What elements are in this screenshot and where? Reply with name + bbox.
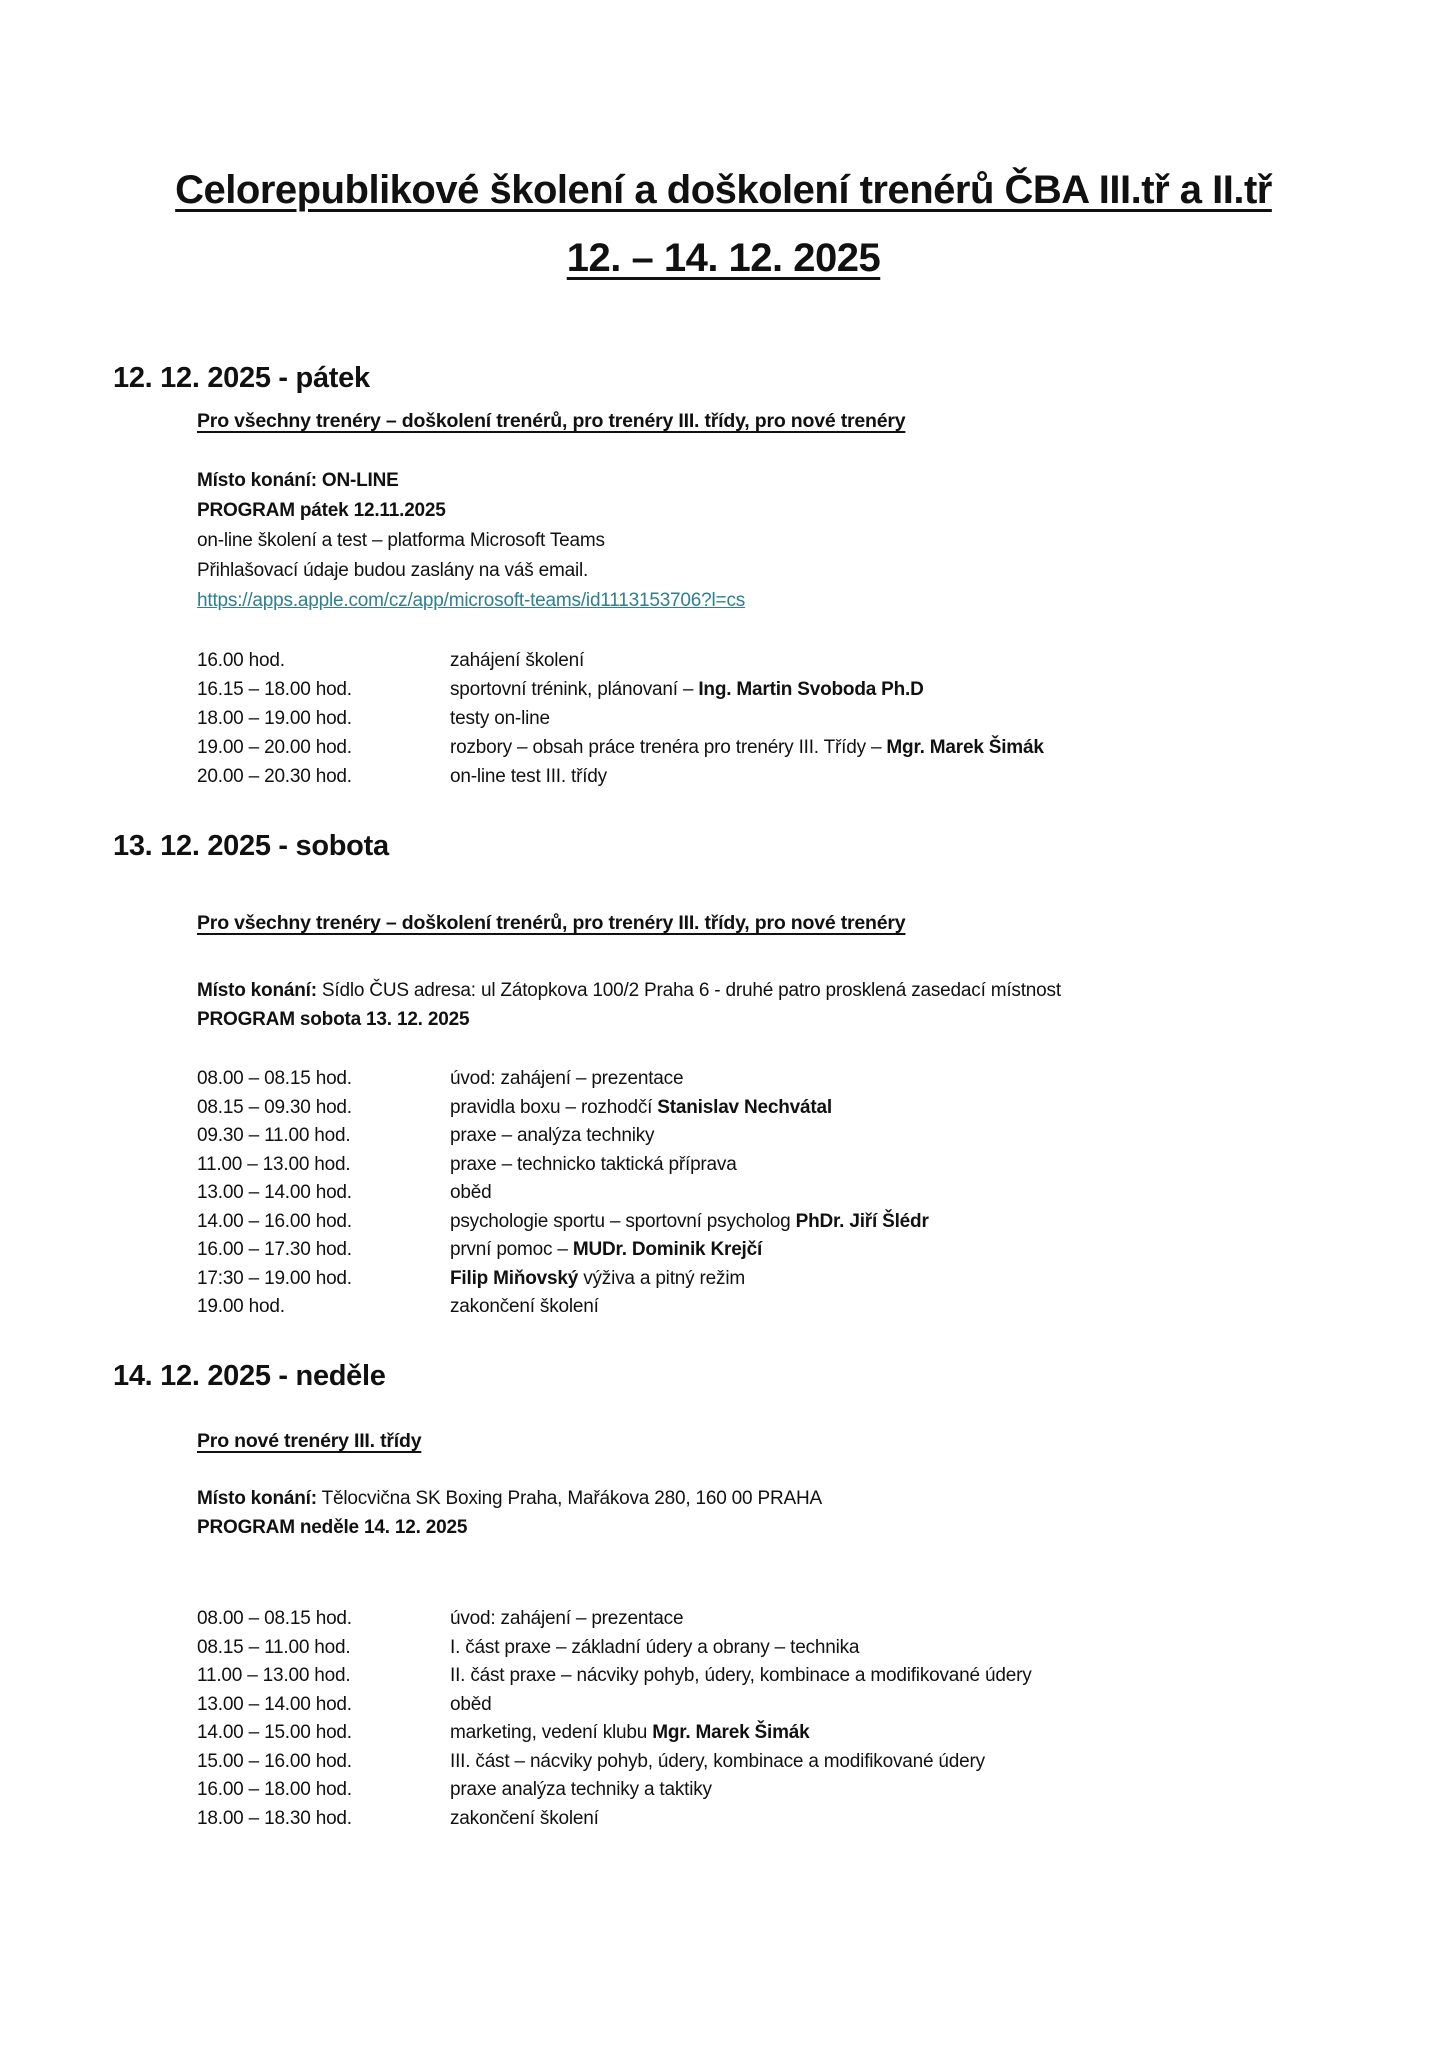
activity-text: sportovní trénink, plánovaní – [450,679,699,700]
schedule-time: 11.00 – 13.00 hod. [197,1665,351,1686]
schedule-activity [450,1665,1032,1687]
activity-text: II. část praxe – nácviky pohyb, údery, kombinace a modifikované údery [450,1665,1032,1686]
schedule-time: 16.00 – 18.00 hod. [197,1779,352,1800]
schedule-activity [450,1608,683,1630]
activity-text: marketing, vedení klubu [450,1722,653,1743]
activity-text: zakončení školení [450,1296,599,1317]
schedule-time: 15.00 – 16.00 hod. [197,1751,352,1772]
venue-label: Místo konání: [197,980,317,1001]
schedule-time: 08.00 – 08.15 hod. [197,1068,352,1089]
schedule-time: 17:30 – 19.00 hod. [197,1268,352,1289]
activity-text: praxe – analýza techniky [450,1125,655,1146]
lecturer-name: Mgr. Marek Šimák [886,737,1044,758]
day-heading-friday: 12. 12. 2025 - pátek [113,362,370,394]
schedule-activity [450,1182,491,1204]
schedule-activity [450,679,924,701]
note-login: Přihlašovací údaje budou zaslány na váš email. [197,560,589,581]
schedule-activity [450,1779,712,1801]
note-platform: on-line školení a test – platforma Microsoft Teams [197,530,605,551]
schedule-time: 13.00 – 14.00 hod. [197,1694,352,1715]
schedule-activity [450,650,584,672]
venue-friday [197,470,399,492]
venue-value: ON-LINE [321,470,399,491]
lecturer-name: MUDr. Dominik Krejčí [572,1239,763,1260]
activity-text: praxe – technicko taktická příprava [450,1154,737,1175]
schedule-time: 08.00 – 08.15 hod. [197,1608,352,1629]
lecturer-name: Ing. Martin Svoboda Ph.D [698,679,924,700]
activity-text: rozbory – obsah práce trenéra pro trenéry III. Třídy – [450,737,887,758]
schedule-activity [450,1268,745,1290]
audience-sunday: Pro nové trenéry III. třídy [197,1430,422,1452]
activity-text: testy on-line [450,708,550,729]
venue-value: Tělocvična SK Boxing Praha, Mařákova 280, 160 00 PRAHA [316,1488,822,1509]
schedule-activity [450,1239,762,1261]
activity-text: praxe analýza techniky a taktiky [450,1779,712,1800]
schedule-time: 08.15 – 09.30 hod. [197,1097,352,1118]
program-friday: PROGRAM pátek 12.11.2025 [197,500,446,521]
schedule-time: 14.00 – 15.00 hod. [197,1722,352,1743]
day-heading-saturday: 13. 12. 2025 - sobota [113,830,389,862]
schedule-activity [450,737,1044,759]
venue-sunday [197,1488,822,1510]
schedule-time: 20.00 – 20.30 hod. [197,766,352,787]
schedule-activity [450,1808,599,1830]
activity-text: pravidla boxu – rozhodčí [450,1097,658,1118]
program-saturday: PROGRAM sobota 13. 12. 2025 [197,1009,470,1030]
audience-saturday: Pro všechny trenéry – doškolení trenérů, pro trenéry III. třídy, pro nové trenéry [197,912,906,934]
schedule-activity [450,708,550,730]
lecturer-name: Stanislav Nechvátal [657,1097,832,1118]
schedule-time: 19.00 hod. [197,1296,285,1317]
schedule-activity [450,1751,985,1773]
activity-text: první pomoc – [450,1239,573,1260]
schedule-time: 18.00 – 18.30 hod. [197,1808,352,1829]
document-title-line2: 12. – 14. 12. 2025 [566,236,881,280]
audience-friday: Pro všechny trenéry – doškolení trenérů, pro trenéry III. třídy, pro nové trenéry [197,410,906,432]
schedule-time: 18.00 – 19.00 hod. [197,708,352,729]
day-heading-sunday: 14. 12. 2025 - neděle [113,1360,386,1392]
schedule-activity [450,1068,683,1090]
lecturer-name: PhDr. Jiří Šlédr [795,1211,929,1232]
activity-text: zakončení školení [450,1808,599,1829]
schedule-time: 13.00 – 14.00 hod. [197,1182,352,1203]
activity-text: zahájení školení [450,650,585,671]
schedule-activity [450,1694,491,1716]
venue-label: Místo konání: [197,470,322,491]
document-title [0,168,1447,213]
lecturer-name: Mgr. Marek Šimák [652,1722,810,1743]
activity-text: psychologie sportu – sportovní psycholog [450,1211,796,1232]
schedule-activity [450,1637,859,1659]
activity-text: on-line test III. třídy [450,766,607,787]
teams-app-link[interactable]: https://apps.apple.com/cz/app/microsoft-teams/id1113153706?l=cs [197,590,746,611]
schedule-activity [450,766,607,788]
venue-label: Místo konání: [197,1488,317,1509]
schedule-time: 16.00 hod. [197,650,285,671]
activity-text: I. část praxe – základní údery a obrany – technika [450,1637,860,1658]
schedule-activity [450,1125,654,1147]
lecturer-name: Filip Miňovský [450,1268,579,1289]
activity-text: výživa a pitný režim [578,1268,745,1289]
activity-text: oběd [450,1694,492,1715]
document-date-range [0,236,1447,281]
schedule-time: 11.00 – 13.00 hod. [197,1154,351,1175]
schedule-time: 08.15 – 11.00 hod. [197,1637,351,1658]
schedule-time: 09.30 – 11.00 hod. [197,1125,351,1146]
schedule-time: 14.00 – 16.00 hod. [197,1211,352,1232]
schedule-time: 19.00 – 20.00 hod. [197,737,352,758]
venue-saturday [197,980,1061,1002]
schedule-time: 16.15 – 18.00 hod. [197,679,352,700]
schedule-activity [450,1097,832,1119]
venue-value: Sídlo ČUS adresa: ul Zátopkova 100/2 Praha 6 - druhé patro prosklená zasedací místnost [316,980,1061,1001]
activity-text: úvod: zahájení – prezentace [450,1608,684,1629]
schedule-activity [450,1296,599,1318]
schedule-activity [450,1722,810,1744]
activity-text: úvod: zahájení – prezentace [450,1068,684,1089]
document-title-line1: Celorepublikové školení a doškolení trenérů ČBA III.tř a II.tř [175,168,1272,212]
schedule-time: 16.00 – 17.30 hod. [197,1239,352,1260]
program-sunday: PROGRAM neděle 14. 12. 2025 [197,1517,468,1538]
activity-text: oběd [450,1182,492,1203]
activity-text: III. část – nácviky pohyb, údery, kombinace a modifikované údery [450,1751,985,1772]
schedule-activity [450,1154,737,1176]
schedule-activity [450,1211,929,1233]
